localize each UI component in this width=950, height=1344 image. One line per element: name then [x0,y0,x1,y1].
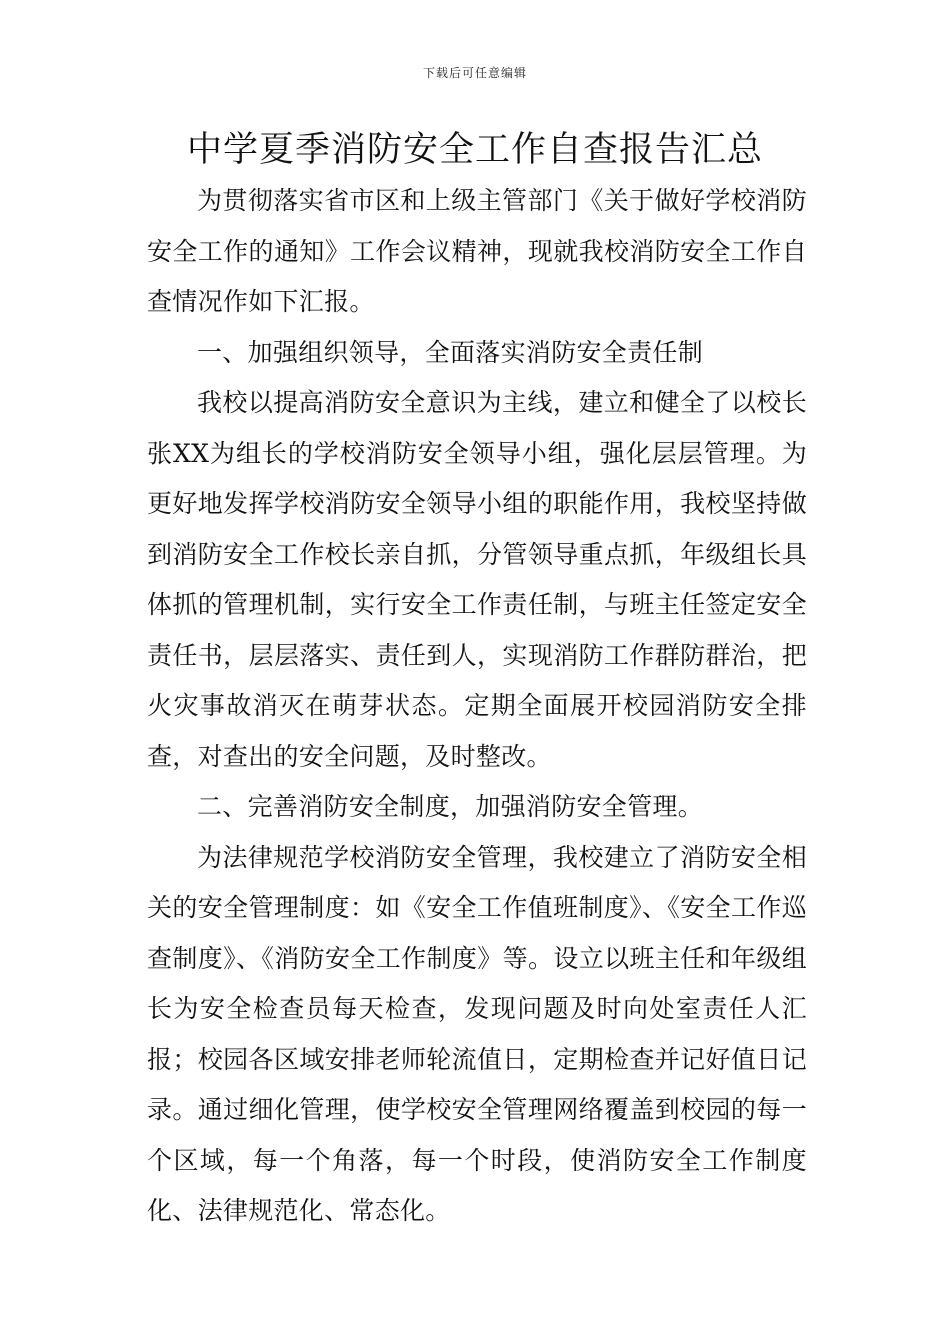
document-body [147,176,807,1237]
download-note: 下载后可任意编辑 [422,66,527,80]
paragraph-section-2: 为法律规范学校消防安全管理，我校建立了消防安全相关的安全管理制度：如《安全工作值班制度》、《安全工作巡查制度》、《消防安全工作制度》等。设立以班主任和年级组长为安全检查员每天检查，发现问题及时向处室责任人汇报；校园各区域安排老师轮流值日，定期检查并记好值日记录。通过细化管理，使学校安全管理网络覆盖到校园的每一个区域，每一个角落，每一个时段，使消防安全工作制度化、法律规范化、常态化。 [147,842,807,1225]
paragraph-section-1: 我校以提高消防安全意识为主线，建立和健全了以校长张XX为组长的学校消防安全领导小组，强化层层管理。为更好地发挥学校消防安全领导小组的职能作用，我校坚持做到消防安全工作校长亲自抓，分管领导重点抓，年级组长具体抓的管理机制，实行安全工作责任制，与班主任签定安全责任书，层层落实、责任到人，实现消防工作群防群治，把火灾事故消灭在萌芽状态。定期全面展开校园消防安全排查，对查出的安全问题，及时整改。 [147,388,807,771]
section-heading-2: 二、完善消防安全制度，加强消防安全管理。 [197,792,704,821]
section-heading-1: 一、加强组织领导，全面落实消防安全责任制 [197,337,704,367]
paragraph-intro: 为贯彻落实省市区和上级主管部门《关于做好学校消防安全工作的通知》工作会议精神，现就我校消防安全工作自查情况作如下汇报。 [147,186,807,316]
document-title: 中学夏季消防安全工作自查报告汇总 [186,130,763,170]
